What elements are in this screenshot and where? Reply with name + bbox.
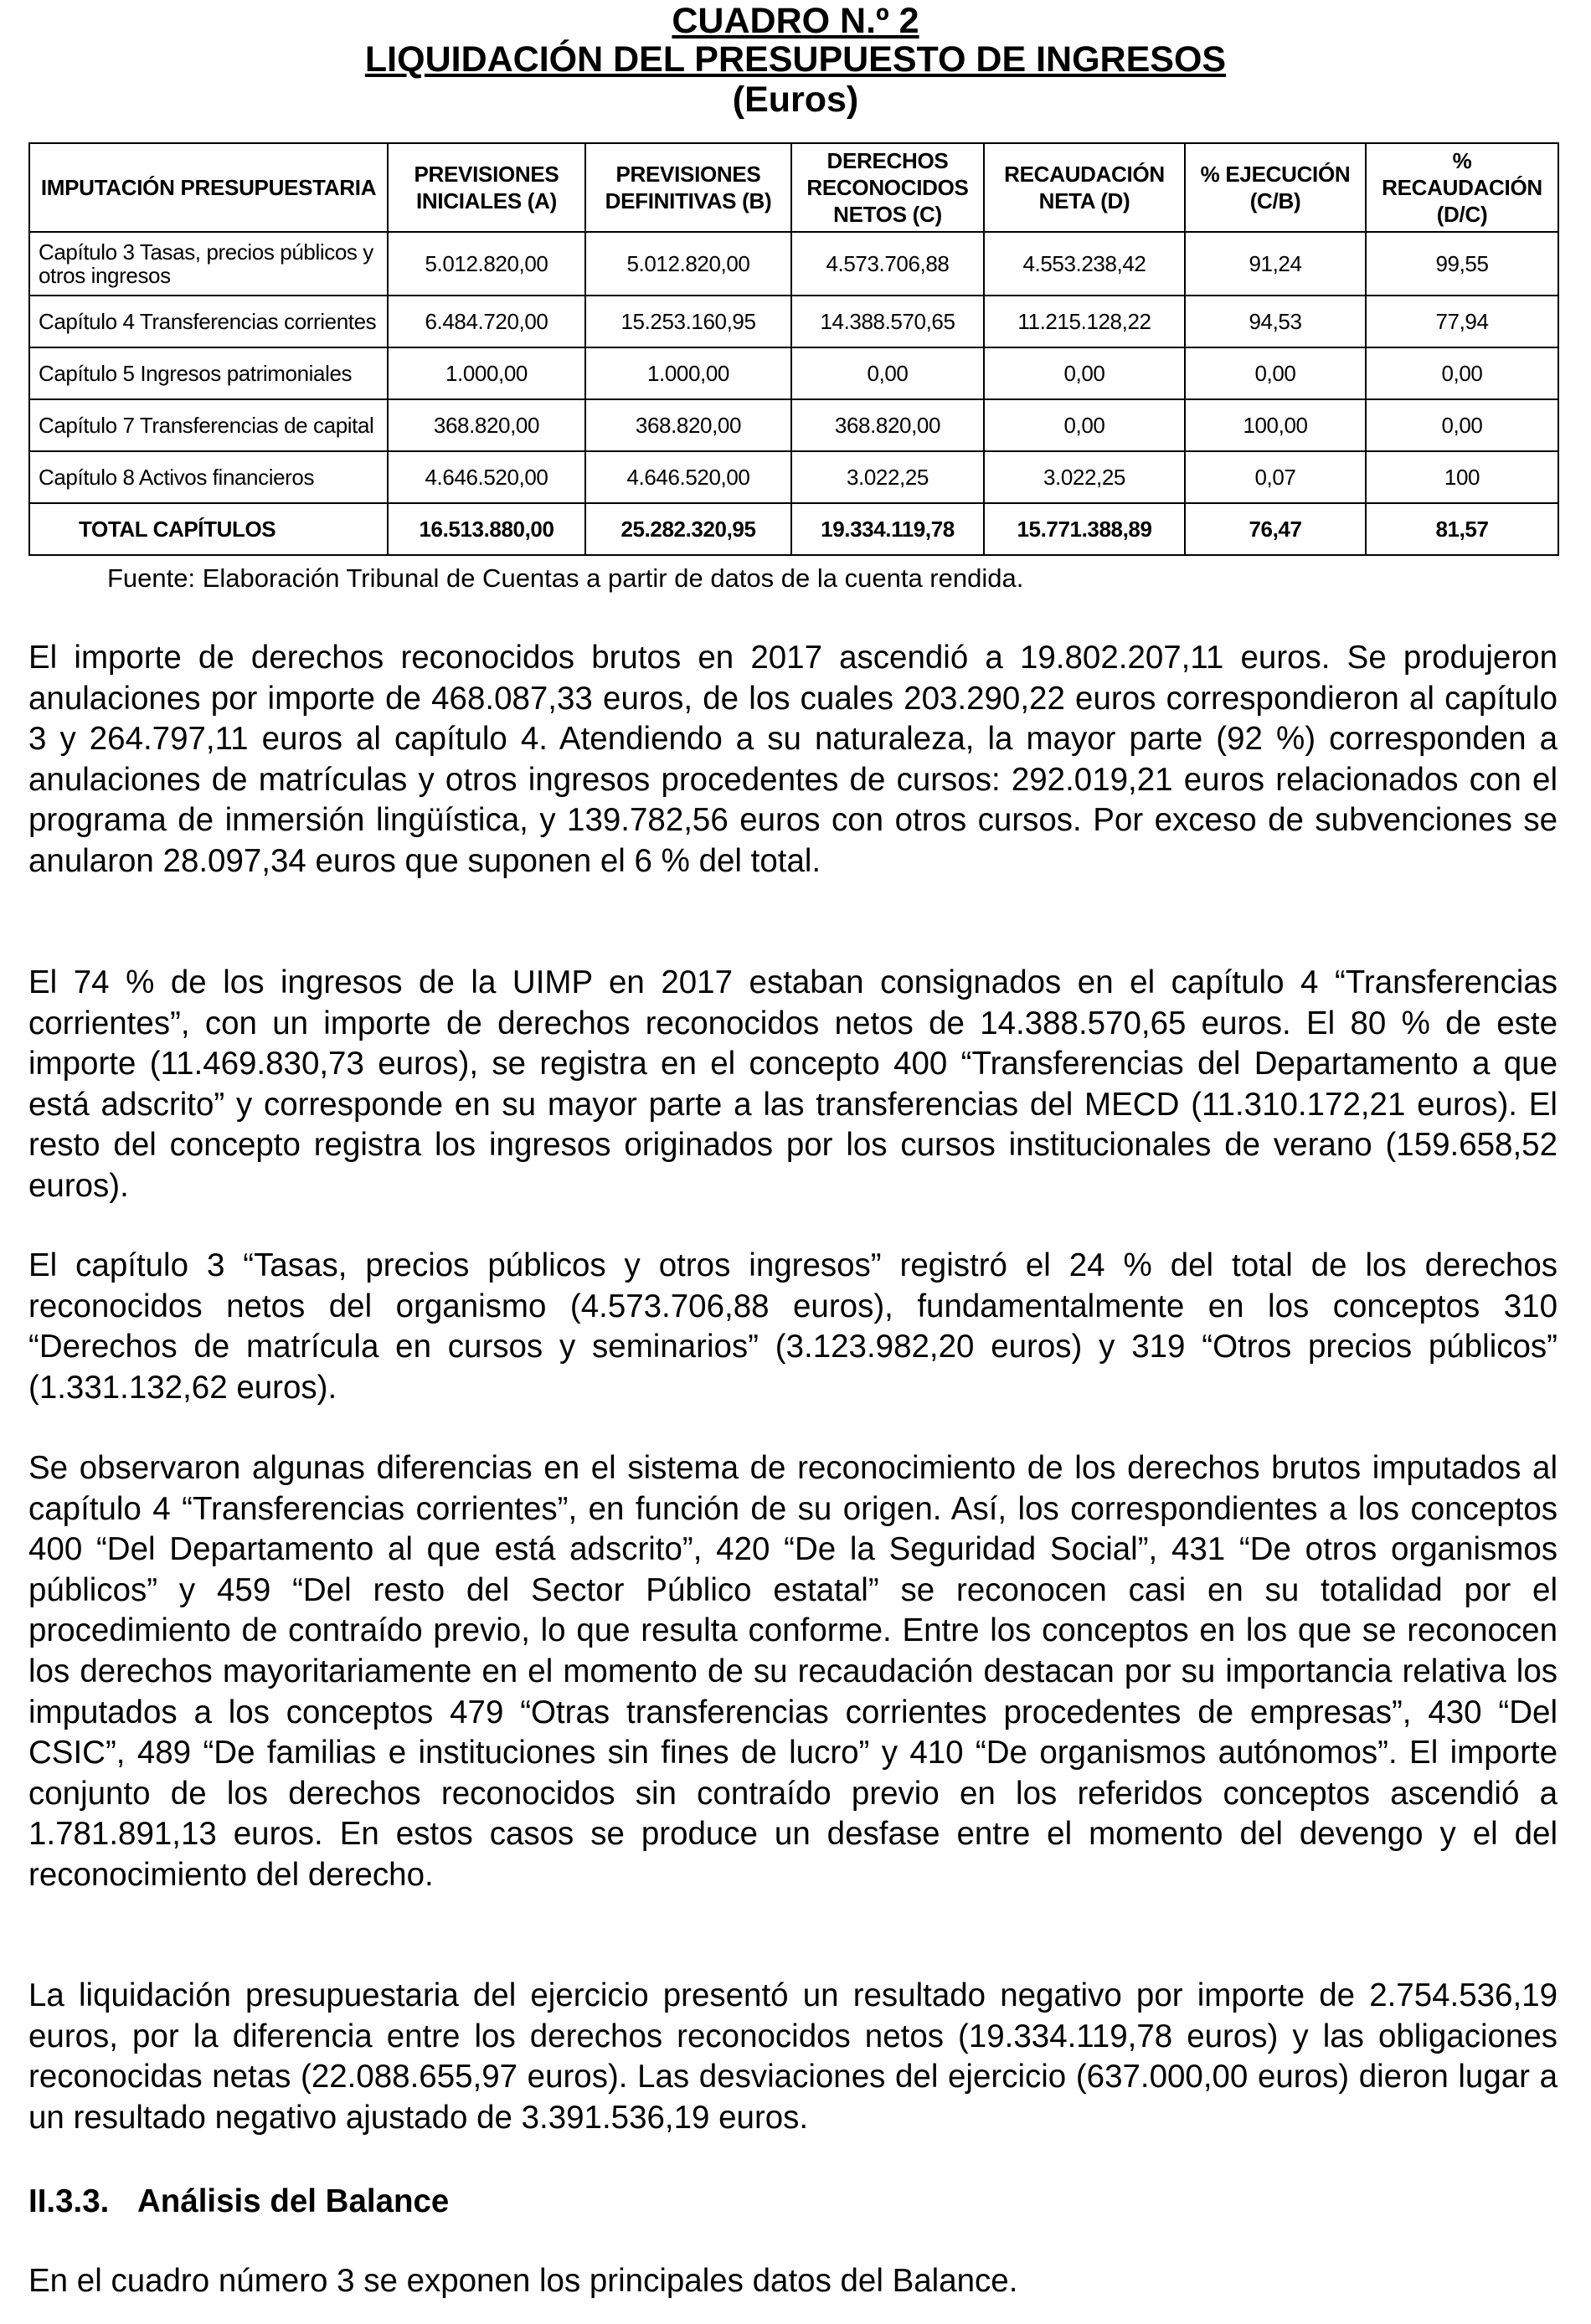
cell: 4.646.520,00 bbox=[388, 451, 585, 503]
row-label: Capítulo 3 Tasas, precios públicos y otros ingresos bbox=[29, 232, 388, 296]
cell: 1.000,00 bbox=[388, 347, 585, 399]
cell: 0,00 bbox=[1185, 347, 1366, 399]
table-row bbox=[29, 296, 1558, 347]
closing-paragraph: En el cuadro número 3 se exponen los principales datos del Balance. bbox=[28, 2263, 1018, 2299]
cell: 15.771.388,89 bbox=[984, 503, 1185, 555]
cell: 19.334.119,78 bbox=[791, 503, 984, 555]
cell: 15.253.160,95 bbox=[585, 296, 791, 347]
cell: 5.012.820,00 bbox=[388, 232, 585, 296]
table-header-row bbox=[29, 143, 1558, 232]
table-total-row bbox=[29, 503, 1558, 555]
budget-table bbox=[28, 142, 1559, 556]
row-label: Capítulo 8 Activos financieros bbox=[29, 451, 388, 503]
table-row bbox=[29, 232, 1558, 296]
cell: 0,00 bbox=[984, 347, 1185, 399]
header-ejecucion: % EJECUCIÓN (C/B) bbox=[1185, 143, 1366, 232]
table-row bbox=[29, 451, 1558, 503]
paragraph: El 74 % de los ingresos de la UIMP en 2017 estaban consignados en el capítulo 4 “Transferencias corrientes”, con un importe de derechos reconocidos netos de 14.388.570,65 euros. El 80 % de este importe (11.469.830,73 euros), se registra en el concepto 400 “Transferencias del Departamento a que está adscrito” y corresponde en su mayor parte a las transferencias del MECD (11.310.172,21 euros). El resto del concepto registra los ingresos originados por los cursos institucionales de verano (159.658,52 euros). bbox=[28, 964, 1558, 1204]
cell: 3.022,25 bbox=[984, 451, 1185, 503]
header-previsiones-iniciales: PREVISIONES INICIALES (A) bbox=[388, 143, 585, 232]
cell: 25.282.320,95 bbox=[585, 503, 791, 555]
row-label: Capítulo 5 Ingresos patrimoniales bbox=[29, 347, 388, 399]
cell: 76,47 bbox=[1185, 503, 1366, 555]
paragraph: La liquidación presupuestaria del ejercicio presentó un resultado negativo por importe de 2.754.536,19 euros, por la diferencia entre los derechos reconocidos netos (19.334.119,78 euros) y las obligaciones reconocidas netas (22.088.655,97 euros). Las desviaciones del ejercicio (637.000,00 euros) dieron lugar a un resultado negativo ajustado de 3.391.536,19 euros. bbox=[28, 1977, 1558, 2136]
paragraph: El importe de derechos reconocidos brutos en 2017 ascendió a 19.802.207,11 euros. Se produjeron anulaciones por importe de 468.087,33 euros, de los cuales 203.290,22 euros correspondieron al capítulo 3 y 264.797,11 euros al capítulo 4. Atendiendo a su naturaleza, la mayor parte (92 %) corresponden a anulaciones de matrículas y otros ingresos procedentes de cursos: 292.019,21 euros relacionados con el programa de inmersión lingüística, y 139.782,56 euros con otros cursos. Por exceso de subvenciones se anularon 28.097,34 euros que suponen el 6 % del total. bbox=[28, 640, 1558, 879]
cell: 5.012.820,00 bbox=[585, 232, 791, 296]
cell: 0,00 bbox=[1366, 347, 1558, 399]
cell: 91,24 bbox=[1185, 232, 1366, 296]
header-imputacion: IMPUTACIÓN PRESUPUESTARIA bbox=[29, 143, 388, 232]
cell: 77,94 bbox=[1366, 296, 1558, 347]
cell: 0,00 bbox=[984, 399, 1185, 451]
title-line-3: (Euros) bbox=[732, 80, 859, 120]
table-row bbox=[29, 399, 1558, 451]
cell: 0,00 bbox=[1366, 399, 1558, 451]
cell: 4.646.520,00 bbox=[585, 451, 791, 503]
section-number: II.3.3. bbox=[28, 2183, 110, 2219]
header-previsiones-definitivas: PREVISIONES DEFINITIVAS (B) bbox=[585, 143, 791, 232]
paragraph: Se observaron algunas diferencias en el sistema de reconocimiento de los derechos brutos imputados al capítulo 4 “Transferencias corrientes”, en función de su origen. Así, los correspondientes a los conceptos 400 “Del Departamento al que está adscrito”, 420 “De la Seguridad Social”, 431 “De otros organismos públicos” y 459 “Del resto del Sector Público estatal” se reconocen casi en su totalidad por el procedimiento de contraído previo, lo que resulta conforme. Entre los conceptos en los que se reconocen los derechos mayoritariamente en el momento de su recaudación destacan por su importancia relativa los imputados a los conceptos 479 “Otras transferencias corrientes procedentes de empresas”, 430 “Del CSIC”, 489 “De familias e instituciones sin fines de lucro” y 410 “De organismos autónomos”. El importe conjunto de los derechos reconocidos sin contraído previo en los referidos conceptos ascendió a 1.781.891,13 euros. En estos casos se produce un desfase entre el momento del devengo y el del reconocimiento del derecho. bbox=[28, 1450, 1558, 1893]
cell: 11.215.128,22 bbox=[984, 296, 1185, 347]
cell: 81,57 bbox=[1366, 503, 1558, 555]
cell: 1.000,00 bbox=[585, 347, 791, 399]
header-recaudacion-pct: % RECAUDACIÓN (D/C) bbox=[1366, 143, 1558, 232]
row-label: Capítulo 4 Transferencias corrientes bbox=[29, 296, 388, 347]
title-line-1: CUADRO N.º 2 bbox=[672, 1, 919, 41]
table-row bbox=[29, 347, 1558, 399]
total-label: TOTAL CAPÍTULOS bbox=[29, 503, 388, 555]
cell: 0,07 bbox=[1185, 451, 1366, 503]
section-heading bbox=[28, 2182, 449, 2222]
cell: 94,53 bbox=[1185, 296, 1366, 347]
paragraph: El capítulo 3 “Tasas, precios públicos y otros ingresos” registró el 24 % del total de los derechos reconocidos netos del organismo (4.573.706,88 euros), fundamentalmente en los conceptos 310 “Derechos de matrícula en cursos y seminarios” (3.123.982,20 euros) y 319 “Otros precios públicos” (1.331.132,62 euros). bbox=[28, 1247, 1558, 1406]
row-label: Capítulo 7 Transferencias de capital bbox=[29, 399, 388, 451]
cell: 100,00 bbox=[1185, 399, 1366, 451]
cell: 100 bbox=[1366, 451, 1558, 503]
cell: 368.820,00 bbox=[585, 399, 791, 451]
cell: 99,55 bbox=[1366, 232, 1558, 296]
cell: 4.573.706,88 bbox=[791, 232, 984, 296]
cell: 14.388.570,65 bbox=[791, 296, 984, 347]
section-title: Análisis del Balance bbox=[137, 2183, 450, 2219]
cell: 4.553.238,42 bbox=[984, 232, 1185, 296]
table-source-note: Fuente: Elaboración Tribunal de Cuentas a partir de datos de la cuenta rendida. bbox=[107, 563, 1024, 593]
title-line-2: LIQUIDACIÓN DEL PRESUPUESTO DE INGRESOS bbox=[364, 39, 1227, 80]
cell: 368.820,00 bbox=[388, 399, 585, 451]
cell: 368.820,00 bbox=[791, 399, 984, 451]
cell: 16.513.880,00 bbox=[388, 503, 585, 555]
header-derechos-reconocidos: DERECHOS RECONOCIDOS NETOS (C) bbox=[791, 143, 984, 232]
header-recaudacion-neta: RECAUDACIÓN NETA (D) bbox=[984, 143, 1185, 232]
cell: 0,00 bbox=[791, 347, 984, 399]
cell: 3.022,25 bbox=[791, 451, 984, 503]
cell: 6.484.720,00 bbox=[388, 296, 585, 347]
